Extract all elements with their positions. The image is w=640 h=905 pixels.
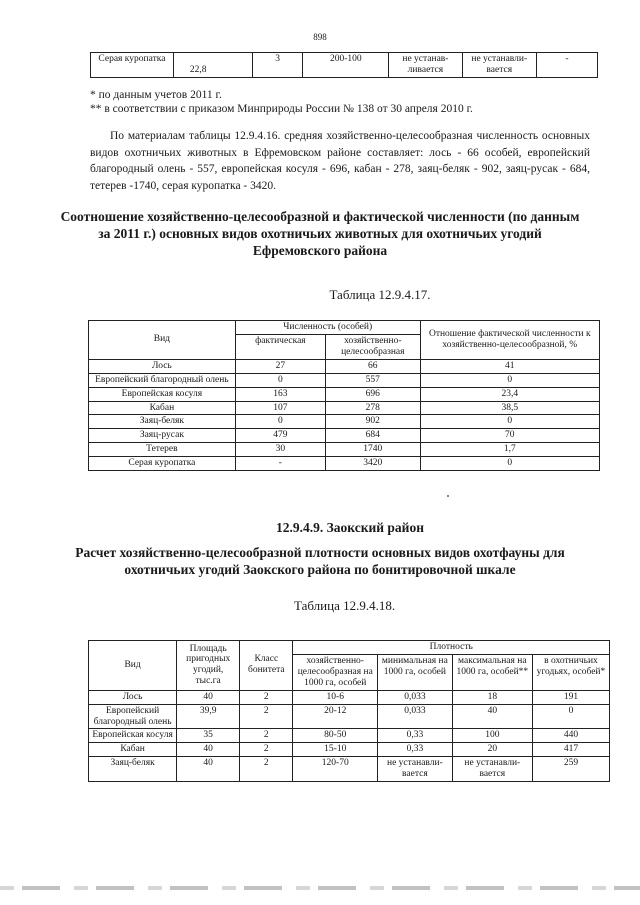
header-class: Класс бонитета (240, 641, 293, 691)
table-row: Заяц-беляк 0 902 0 (89, 415, 600, 429)
header-target: хозяйственно-целесообразная на 1000 га, особей (293, 654, 378, 690)
scan-dot (447, 495, 449, 497)
table-row: Тетерев 30 1740 1,7 (89, 443, 600, 457)
footnote-1: * по данным учетов 2011 г. (90, 89, 222, 101)
table-row (91, 53, 598, 78)
header-count: Численность (особей) (235, 321, 420, 335)
cell-actual: - (536, 53, 597, 78)
cell-area: 22,8 (173, 53, 252, 78)
summary-paragraph (90, 128, 590, 194)
paragraph-text: По материалам таблицы 12.9.4.16. средняя хозяйственно-целесообразная численность основных видов охотничьих животных в Ефремовском районе составляет: лось - 66 особей, европейский благородный олень - 557, европейская косуля - 696, кабан - 278, заяц-беляк - 902, заяц-русак - 684, тетерев -1740, серая куропатка - 3420. (90, 130, 590, 192)
table1-caption: Таблица 12.9.4.17. (329, 287, 431, 302)
table-row: Заяц-беляк 40 2 120-70 не устанавли-вается не устанавли-вается 259 (89, 757, 610, 782)
header-species: Вид (89, 321, 236, 360)
table-row: Европейская косуля 163 696 23,4 (89, 387, 600, 401)
cell-class: 3 (252, 53, 302, 78)
cell-min: не устанав-ливается (389, 53, 462, 78)
cell-density: 200-100 (303, 53, 389, 78)
header-area: Площадь пригодных угодий, тыс.га (177, 641, 240, 691)
scan-edge-artifact (0, 886, 640, 890)
section-title: 12.9.4.9. Заокский район (276, 520, 424, 535)
table-row: Лось 27 66 41 (89, 359, 600, 373)
table-row: Европейский благородный олень 0 557 0 (89, 373, 600, 387)
table-row: Кабан 107 278 38,5 (89, 401, 600, 415)
table-row: Европейская косуля 35 2 80-50 0,33 100 440 (89, 729, 610, 743)
footnote-2: ** в соответствии с приказом Минприроды России № 138 от 30 апреля 2010 г. (90, 103, 473, 115)
header-target: хозяйственно-целесообразная (326, 334, 421, 359)
header-ratio: Отношение фактической численности к хозяйственно-целесообразной, % (420, 321, 599, 360)
table-row: Кабан 40 2 15-10 0,33 20 417 (89, 743, 610, 757)
table-efremov-ratio (88, 320, 600, 471)
page-number: 898 (313, 32, 327, 42)
cell-species: Серая куропатка (91, 53, 174, 78)
heading-zaoksky: Расчет хозяйственно-целесообразной плотности основных видов охотфауны для охотничьих угодий Заокского района по бонитировочной шкале (75, 545, 565, 577)
header-max: максимальная на 1000 га, особей** (452, 654, 532, 690)
header-actual: фактическая (235, 334, 325, 359)
header-min: минимальная на 1000 га, особей (378, 654, 453, 690)
table-row: Заяц-русак 479 684 70 (89, 429, 600, 443)
header-species: Вид (89, 641, 177, 691)
cell-max: не устанавли-вается (462, 53, 536, 78)
top-table (90, 52, 598, 78)
header-actual: в охотничьих угодьях, особей* (532, 654, 609, 690)
table-row: Серая куропатка - 3420 0 (89, 457, 600, 471)
heading-efremov: Соотношение хозяйственно-целесообразной и фактической численности (по данным за 2011 г.) основных видов охотничьих животных для охотничьих угодий Ефремовского района (60, 209, 580, 258)
table2-caption: Таблица 12.9.4.18. (294, 598, 396, 613)
table-zaoksky-density (88, 640, 610, 782)
table-row: Лось 40 2 10-6 0,033 18 191 (89, 690, 610, 704)
table-row: Европейский благородный олень 39,9 2 20-12 0,033 40 0 (89, 704, 610, 729)
header-density: Плотность (293, 641, 610, 655)
